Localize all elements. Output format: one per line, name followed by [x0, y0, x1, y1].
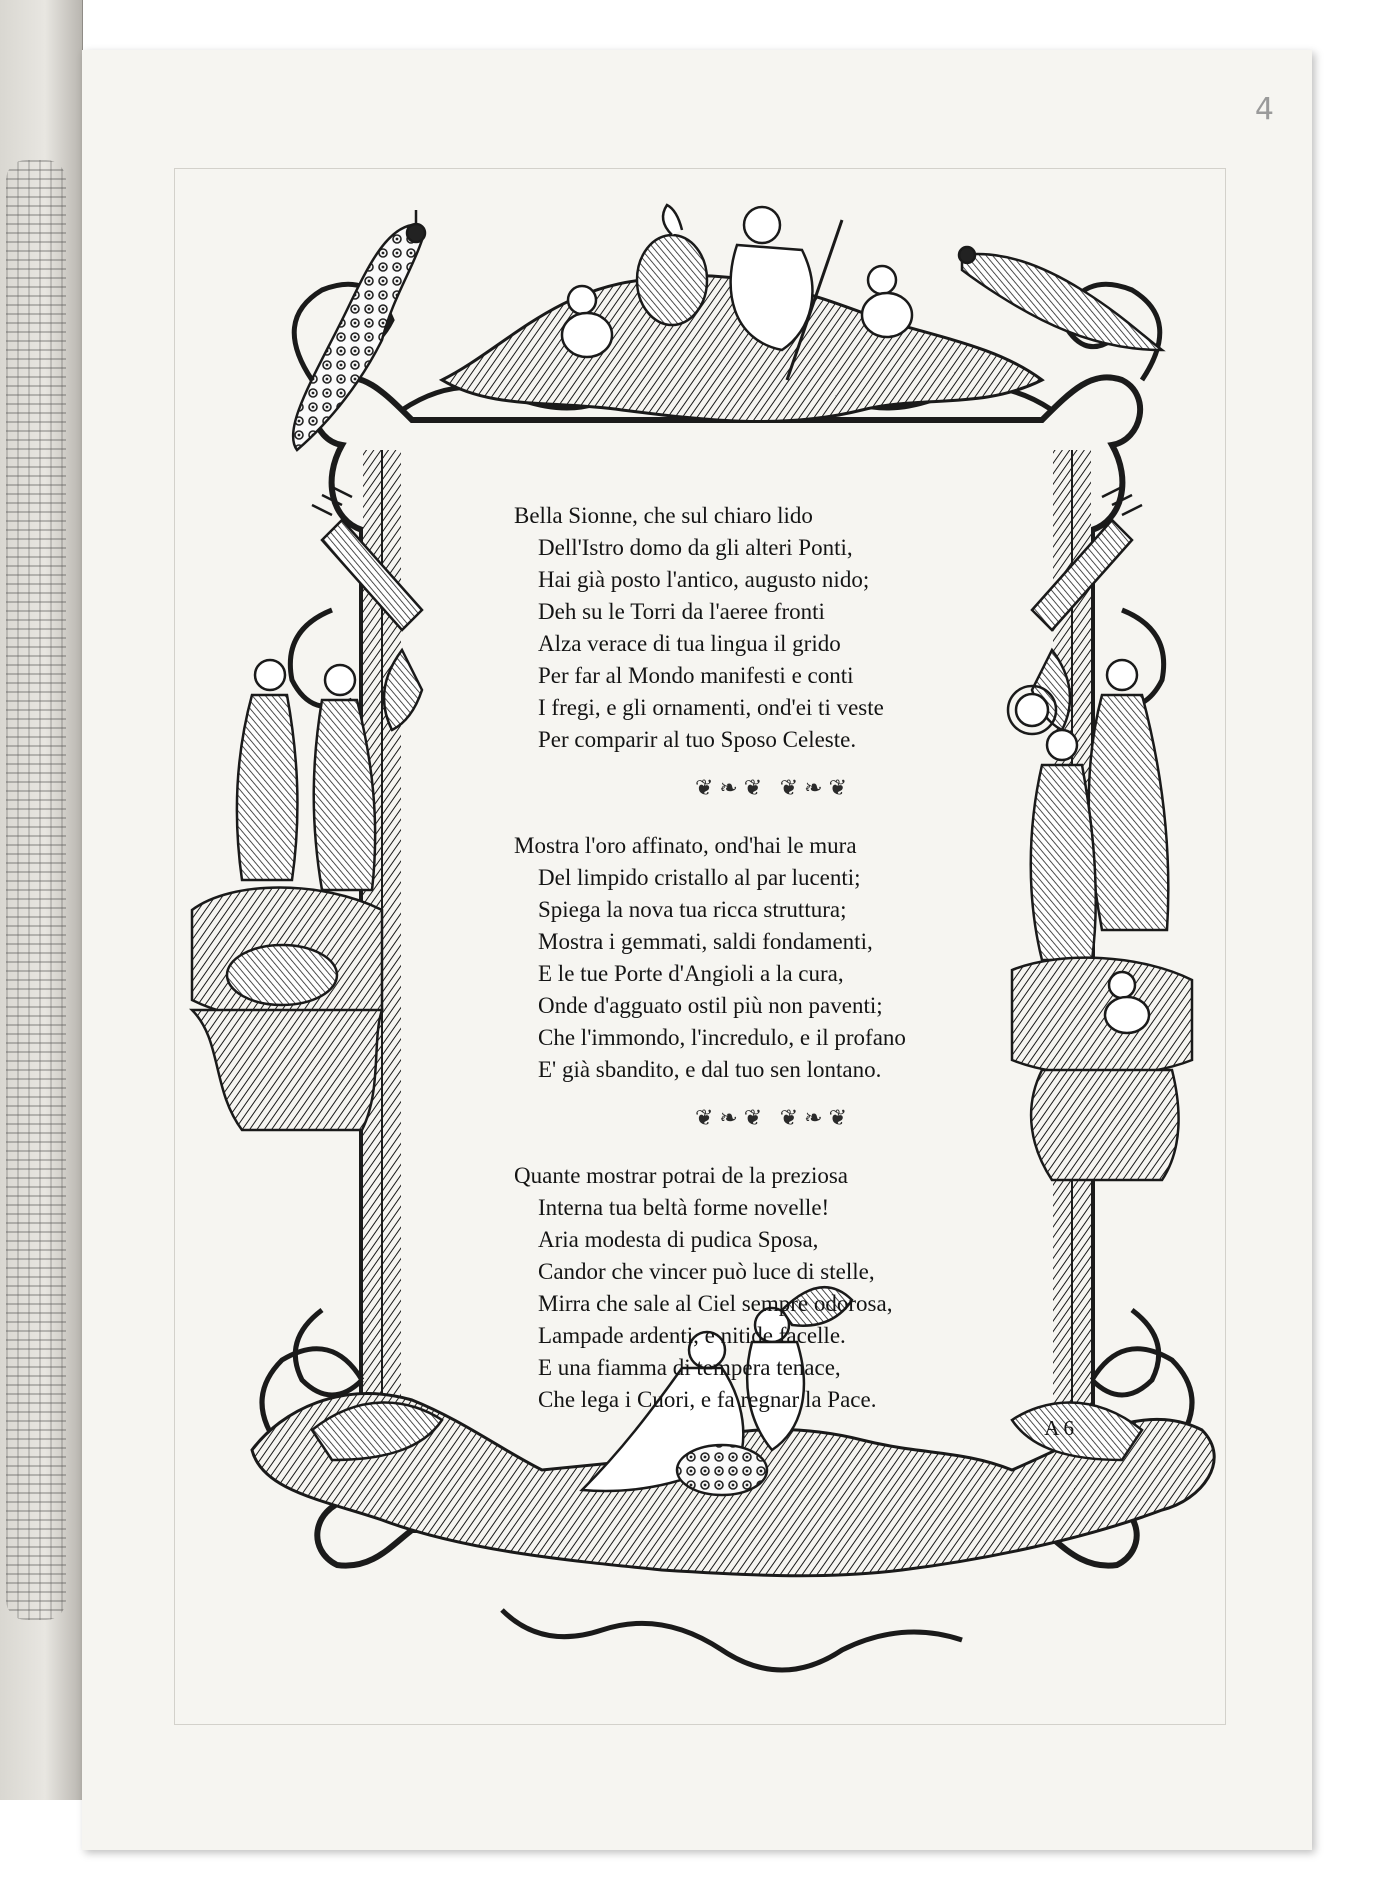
- poem-line: E' già sbandito, e dal tuo sen lontano.: [538, 1057, 882, 1082]
- stanza-2: [514, 830, 1134, 1086]
- poem-line: E le tue Porte d'Angioli a la cura,: [538, 961, 844, 986]
- poem-line: I fregi, e gli ornamenti, ond'ei ti veste: [538, 695, 884, 720]
- facing-page-edge: [0, 0, 83, 1800]
- poem-line: Del limpido cristallo al par lucenti;: [538, 865, 861, 890]
- poem-line: Aria modesta di pudica Sposa,: [538, 1227, 819, 1252]
- fleuron-divider: ❦❧❦ ❦❧❦: [694, 1105, 854, 1130]
- poem-line: Mostra l'oro affinato, ond'hai le mura: [514, 833, 857, 858]
- poem-line: Interna tua beltà forme novelle!: [538, 1195, 830, 1220]
- stanza-1: [514, 500, 1134, 756]
- poem-line: Lampade ardenti, e nitide facelle.: [538, 1323, 846, 1348]
- poem-line: Deh su le Torri da l'aeree fronti: [538, 599, 825, 624]
- left-figures-group: [192, 660, 382, 1130]
- poem-line: Per far al Mondo manifesti e conti: [538, 663, 854, 688]
- fleuron-divider: ❦❧❦ ❦❧❦: [694, 775, 854, 800]
- book-page: [82, 50, 1312, 1850]
- poem-line: Bella Sionne, che sul chiaro lido: [514, 503, 813, 528]
- poem-line: Candor che vincer può luce di stelle,: [538, 1259, 875, 1284]
- pencil-folio-number: 4: [1254, 92, 1274, 127]
- poem-line: E una fiamma di tempera tenace,: [538, 1355, 841, 1380]
- poem-line: Mirra che sale al Ciel sempre odorosa,: [538, 1291, 893, 1316]
- poem-line: Alza verace di tua lingua il grido: [538, 631, 841, 656]
- lion-engraving: [227, 945, 337, 1005]
- poem-line: Per comparir al tuo Sposo Celeste.: [538, 727, 857, 752]
- poem-line: Onde d'agguato ostil più non paventi;: [538, 993, 883, 1018]
- poem-line: Dell'Istro domo da gli alteri Ponti,: [538, 535, 853, 560]
- poem-line: Che l'immondo, l'incredulo, e il profano: [538, 1025, 906, 1050]
- eagle-engraving: [959, 247, 1162, 350]
- poem-line: Hai già posto l'antico, augusto nido;: [538, 567, 870, 592]
- stanza-3: [514, 1160, 1134, 1416]
- flower-basket: [677, 1445, 767, 1495]
- poem-line: Spiega la nova tua ricca struttura;: [538, 897, 847, 922]
- signature-mark: A 6: [1044, 1416, 1074, 1440]
- poem-line: Quante mostrar potrai de la preziosa: [514, 1163, 849, 1188]
- poem-line: Che lega i Cuori, e fa regnar la Pace.: [538, 1387, 877, 1412]
- facing-page-engraving: [6, 160, 66, 1620]
- poem-line: Mostra i gemmati, saldi fondamenti,: [538, 929, 873, 954]
- poem-text-block: [514, 500, 1134, 1440]
